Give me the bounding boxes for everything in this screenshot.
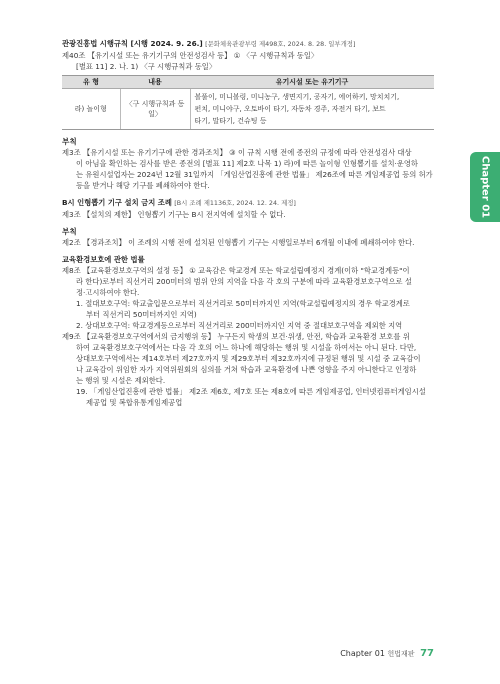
- article-9-item-19: 제공업 및 복합유통게임제공업: [86, 398, 183, 407]
- transitional-article-3-line: 제3조 【유기시설 또는 유기기구에 관한 경과조치】 ③ 이 규칙 시행 전에 종전의 규정에 따라 안전성검사 대상: [62, 148, 412, 157]
- supplementary-heading-1: 부칙: [62, 137, 77, 146]
- facility-table: [62, 75, 434, 130]
- ordinance-article-3: 제3조 【설치의 제한】 인형뽑기 기구는 B시 전지역에 설치할 수 없다.: [62, 210, 286, 219]
- appendix-reference: [별표 11] 2. 나. 1) 〈구 시행규칙과 동일〉: [76, 62, 217, 71]
- supplementary-heading-2: 부칙: [62, 227, 77, 236]
- article-9-line: 하여 교육환경보호구역에서는 다음 각 호의 어느 하나에 해당하는 행위 및 시설을 하여서는 아니 된다. 다만,: [76, 343, 417, 352]
- footer-chapter: Chapter 01: [340, 649, 385, 658]
- table-row: [62, 89, 434, 130]
- cell-content: 〈구 시행규칙과 동일〉: [120, 89, 190, 130]
- article-40: 제40조 【유기시설 또는 유기기구의 안전성검사 등】 ① 〈구 시행규칙과 동일〉: [62, 51, 319, 60]
- table-header-type: 유 형: [62, 76, 120, 89]
- article-9-line: 상대보호구역에서는 제14호부터 제27호까지 및 제29호부터 제32호까지에 규정된 행위 및 시설 중 교육감이: [76, 354, 421, 363]
- document-body: [62, 38, 434, 408]
- article-9-line: 나 교육감이 위임한 자가 지역위원회의 심의를 거쳐 학습과 교육환경에 나쁜 영향을 주지 아니한다고 인정하: [76, 365, 417, 374]
- page-number: 77: [420, 648, 434, 659]
- transitional-article-3-line: 이 아님을 확인하는 검사를 받은 종전의 [별표 11] 제2호 나목 1) 라)에 따른 놀이형 인형뽑기를 설치·운영하: [76, 159, 418, 168]
- article-8-item-1: 부터 직선거리 50미터까지인 지역): [86, 310, 197, 319]
- article-9-line: 는 행위 및 시설은 제외한다.: [76, 376, 166, 385]
- cell-type: 라) 놀이형: [62, 89, 120, 130]
- article-9-item-19: 19. 「게임산업진흥에 관한 법률」 제2조 제6호, 제7호 또는 제8호에 따른 게임제공업, 인터넷컴퓨터게임시설: [76, 387, 426, 396]
- article-8-line: 라 한다)로부터 직선거리 200미터의 범위 안의 지역을 다음 각 호의 구분에 따라 교육환경보호구역으로 설: [76, 277, 412, 286]
- article-9-line: 제9조 【교육환경보호구역에서의 금지행위 등】 누구든지 학생의 보건·위생, 안전, 학습과 교육환경 보호를 위: [62, 332, 410, 341]
- education-law-title: 교육환경보호에 관한 법률: [62, 255, 145, 264]
- table-header-facility: 유기시설 또는 유기기구: [190, 76, 434, 89]
- table-header-content: 내용: [120, 76, 190, 89]
- ordinance-title: B시 인형뽑기 기구 설치 금지 조례 [B시 조례 제1136호, 2024. 12. 24. 제정]: [62, 198, 296, 207]
- chapter-tab-label: Chapter 01: [479, 155, 491, 219]
- transitional-article-3-line: 등을 받거나 해당 기구를 폐쇄하여야 한다.: [76, 181, 210, 190]
- article-8-item-1: 1. 절대보호구역: 학교출입문으로부터 직선거리로 50미터까지인 지역(학교설립예정지의 경우 학교경계로: [76, 299, 410, 308]
- transitional-article-3-line: 는 유원시설업자는 2024년 12월 31일까지 「게임산업진흥에 관한 법률」 제26조에 따른 게임제공업 등의 허가: [76, 170, 433, 179]
- cell-facility-list: 볼풀이, 미니볼링, 미니농구, 생면지기, 공자기, 에어하키, 망치치기, 펀치, 미니야구, 오토바이 타기, 자동차 경주, 자전거 타기, 보트 타기, 말타기, 건슈팅 등: [190, 89, 434, 130]
- page-footer: [340, 648, 434, 659]
- chapter-tab[interactable]: [470, 152, 500, 222]
- ordinance-transitional-article-2: 제2조 【경과조치】 이 조례의 시행 전에 설치된 인형뽑기 기구는 시행일로부터 6개월 이내에 폐쇄하여야 한다.: [62, 238, 415, 247]
- law-title-enforcement-rule: 관광진흥법 시행규칙 [시행 2024. 9. 26.] [문화체육관광부령 제498호, 2024. 8. 28. 일부개정]: [62, 39, 356, 48]
- article-8-item-2: 2. 상대보호구역: 학교경계등으로부터 직선거리로 200미터까지인 지역 중 절대보호구역을 제외한 지역: [76, 321, 403, 330]
- article-8-line: 정·고시하여야 한다.: [76, 288, 140, 297]
- footer-section: 헌법재판: [387, 650, 415, 658]
- article-8-line: 제8조 【교육환경보호구역의 설정 등】 ① 교육감은 학교경계 또는 학교설립예정지 경계(이하 "학교경계등"이: [62, 266, 410, 275]
